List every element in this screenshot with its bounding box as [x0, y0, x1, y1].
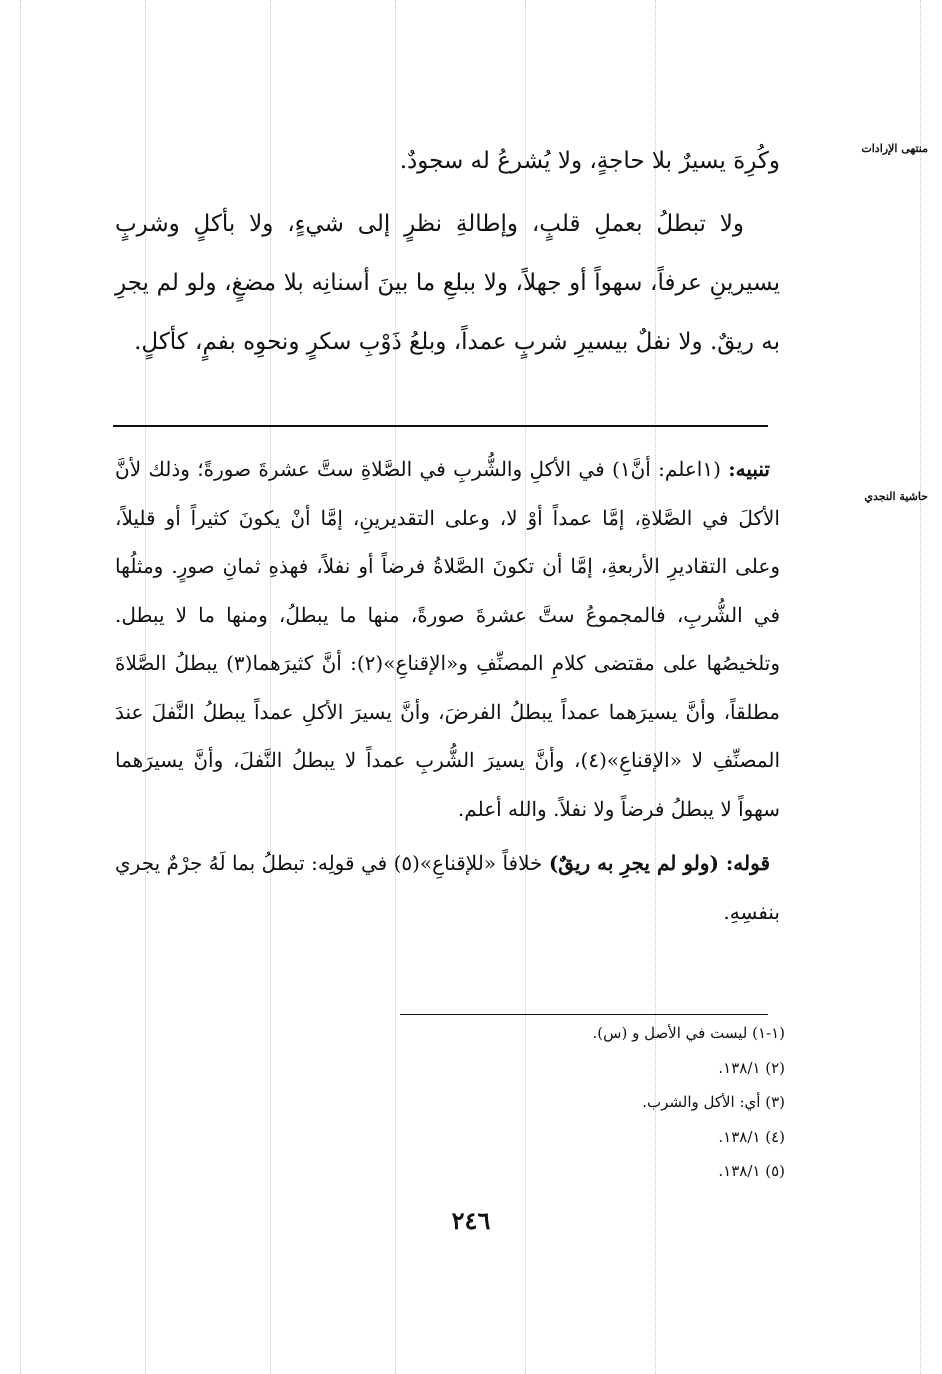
footnote-divider: [400, 1014, 768, 1015]
footnote: (٤) ١٣٨/١.: [718, 1127, 785, 1146]
commentary-quote: قوله: (ولو لم يجرِ به ريقٌ): [548, 851, 771, 875]
footnote: (٢) ١٣٨/١.: [718, 1058, 785, 1077]
commentary-paragraph: [115, 445, 780, 833]
footnotes: [400, 1016, 785, 1189]
scan-guide-line: [920, 0, 921, 1374]
scan-guide-line: [20, 0, 21, 1374]
main-text-paragraph: ولا تبطلُ بعملِ قلبٍ، وإطالةِ نظرٍ إلى شيءٍ، ولا بأكلٍ وشربٍ يسيرينِ عرفاً، سهواً أو جهلاً، ولا ببلعِ ما بينَ أسنانِه بلا مضغٍ، ولو لم يجرِ به ريقٌ. ولا نفلٌ بيسيرِ شربٍ عمداً، وبلعُ ذَوْبِ سكرٍ ونحوِه بفمٍ، كأكلٍ.: [115, 211, 780, 355]
side-label-main-text: منتهى الإرادات: [861, 142, 928, 155]
commentary-text: خلافاً «للإقناعِ»(٥) في قولِه: تبطلُ بما لَهُ جرْمٌ يجري بنفسِهِ.: [115, 851, 780, 924]
footnote: (٥) ١٣٨/١.: [718, 1162, 785, 1180]
main-text-block: [115, 132, 780, 376]
commentary-lead: تنبيه:: [728, 457, 770, 481]
commentary-block: [115, 445, 780, 942]
page-number: ٢٤٦: [451, 1206, 491, 1235]
commentary-text: (١اعلم: أنَّ١) في الأكلِ والشُّربِ في الصَّلاةِ ستَّ عشرةَ صورةً؛ وذلك لأنَّ الأكلَ في الصَّلاةِ، إمَّا عمداً أوْ لا، وعلى التقديرينِ، إمَّا أنْ يكونَ كثيراً أو قليلاً، وعلى التقاديرِ الأربعةِ، إمَّا أن تكونَ الصَّلاةُ فرضاً أو نفلاً، فهذهِ ثمانِ صورٍ. ومثلُها في الشُّربِ، فالمجموعُ ستَّ عشرةَ صورةً، منها ما يبطلُ، ومنها ما لا يبطل. وتلخيصُها على مقتضى كلامِ المصنِّفِ و«الإقناعِ»(٢): أنَّ كثيرَهما(٣) يبطلُ الصَّلاةَ مطلقاً، وأنَّ يسيرَهما عمداً يبطلُ الفرضَ، وأنَّ يسيرَ الأكلِ عمداً يبطلُ النَّفلَ عندَ المصنِّفِ لا «الإقناعِ»(٤)، وأنَّ يسيرَ الشُّربِ عمداً لا يبطلُ النَّفلَ، وأنَّ يسيرَهما سهواً لا يبطلُ فرضاً ولا نفلاً. والله أعلم.: [115, 457, 781, 821]
commentary-paragraph: [115, 839, 780, 936]
section-divider: [113, 425, 768, 427]
side-label-commentary: حاشية النجدي: [864, 490, 928, 503]
footnote: (١-١) ليست في الأصل و (س).: [592, 1024, 785, 1042]
main-text-paragraph: وكُرِهَ يسيرٌ بلا حاجةٍ، ولا يُشرعُ له سجودٌ.: [399, 148, 780, 174]
footnote: (٣) أي: الأكل والشرب.: [642, 1093, 785, 1111]
